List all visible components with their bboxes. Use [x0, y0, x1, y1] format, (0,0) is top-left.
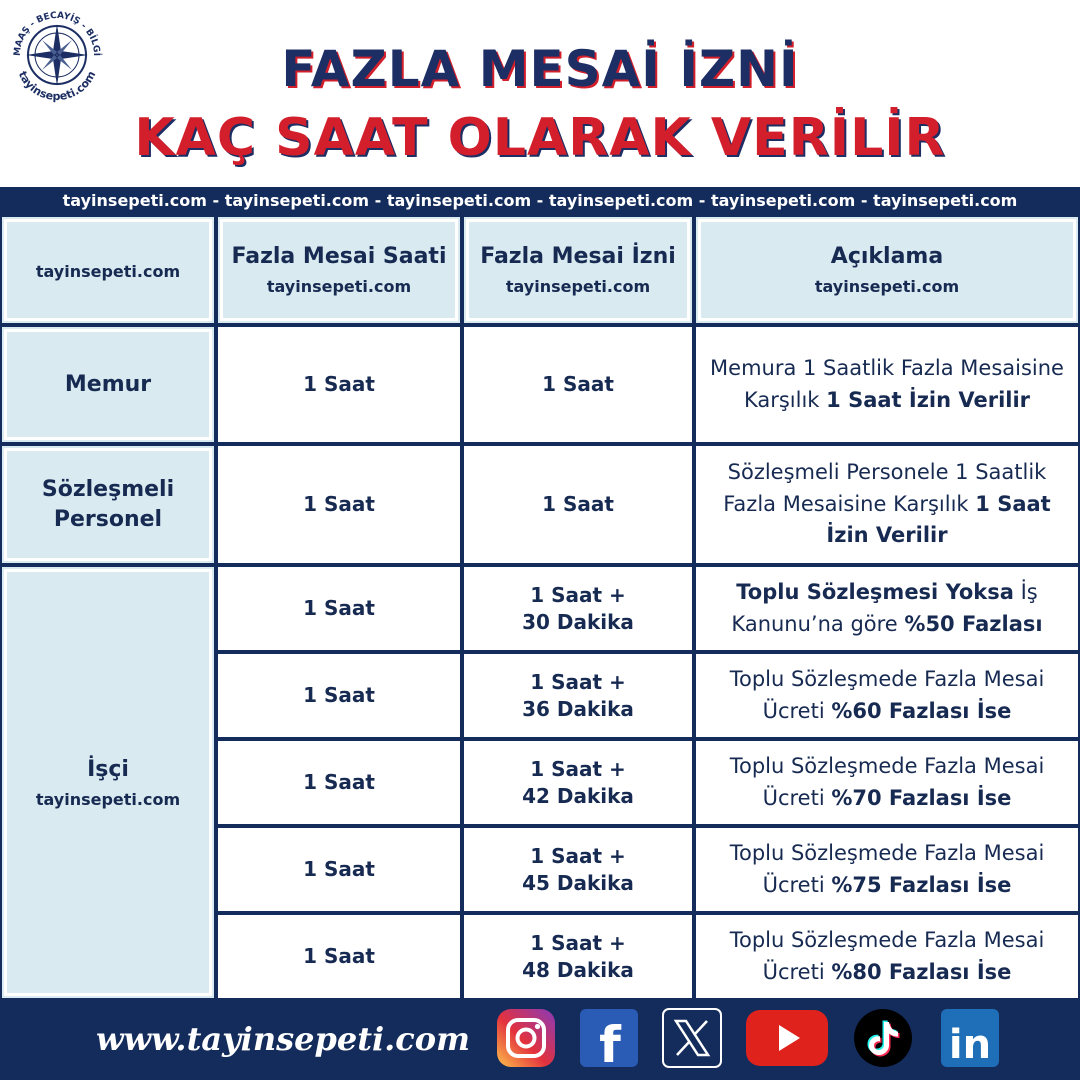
isci-leave-hours: 1 Saat + — [530, 843, 626, 868]
isci-desc-cell — [694, 739, 1080, 826]
header-col3-sub: tayinsepeti.com — [505, 277, 651, 297]
memur-label: Memur — [64, 371, 152, 397]
banner-strip: tayinsepeti.com - tayinsepeti.com - tayinsepeti.com - tayinsepeti.com - tayinsepeti.com - tayinsepeti.com — [0, 187, 1080, 215]
isci-hours-cell — [216, 565, 462, 652]
website-link[interactable]: www.tayinsepeti.com — [96, 1020, 470, 1058]
isci-leave-cell — [462, 826, 694, 913]
instagram-icon[interactable] — [496, 1008, 556, 1068]
isci-leave-minutes: 36 Dakika — [522, 696, 634, 721]
isci-desc: Toplu Sözleşmesi Yoksa İş Kanunu’na göre %50 Fazlası — [731, 580, 1043, 636]
isci-leave-minutes: 30 Dakika — [522, 609, 634, 634]
isci-leave-cell — [462, 739, 694, 826]
facebook-icon[interactable] — [579, 1008, 639, 1068]
header-cell-watermark — [0, 215, 216, 325]
header-col1-text: tayinsepeti.com — [35, 262, 181, 282]
sozlesmeli-hours: 1 Saat — [303, 492, 375, 516]
isci-desc-cell — [694, 826, 1080, 913]
isci-desc-cell — [694, 565, 1080, 652]
row-label-sozlesmeli — [0, 444, 216, 565]
memur-desc-cell — [694, 325, 1080, 444]
isci-desc: Toplu Sözleşmede Fazla Mesai Ücreti %60 Fazlası İse — [729, 667, 1045, 723]
memur-leave-cell — [462, 325, 694, 444]
sozlesmeli-hours-cell — [216, 444, 462, 565]
svg-text:f: f — [599, 1016, 621, 1068]
header-cell-overtime-leave — [462, 215, 694, 325]
svg-text:in: in — [948, 1022, 992, 1068]
isci-hours: 1 Saat — [303, 683, 375, 707]
isci-leave-hours: 1 Saat + — [530, 582, 626, 607]
youtube-icon[interactable] — [745, 1008, 829, 1068]
isci-leave-cell — [462, 652, 694, 739]
logo-text-top: MAAŞ - BECAYİŞ - BİLGİ — [12, 10, 102, 57]
isci-desc-cell — [694, 913, 1080, 1000]
header-cell-description — [694, 215, 1080, 325]
sozlesmeli-label-2: Personel — [53, 506, 163, 532]
isci-leave-minutes: 42 Dakika — [522, 783, 634, 808]
isci-hours-cell — [216, 826, 462, 913]
header-col4-title: Açıklama — [830, 244, 944, 270]
page-subtitle: KAÇ SAAT OLARAK VERİLİR — [134, 108, 946, 168]
header-col4-sub: tayinsepeti.com — [814, 277, 960, 297]
isci-label-sub: tayinsepeti.com — [35, 789, 181, 809]
row-label-isci — [0, 565, 216, 1000]
x-icon[interactable] — [662, 1008, 722, 1068]
memur-hours-cell — [216, 325, 462, 444]
isci-leave-cell — [462, 913, 694, 1000]
isci-desc: Toplu Sözleşmede Fazla Mesai Ücreti %70 Fazlası İse — [729, 754, 1045, 810]
linkedin-icon[interactable] — [940, 1008, 1000, 1068]
isci-label: İşçi — [87, 756, 129, 782]
memur-hours: 1 Saat — [303, 372, 375, 396]
sozlesmeli-leave: 1 Saat — [542, 492, 614, 516]
isci-leave-hours: 1 Saat + — [530, 756, 626, 781]
header-col2-sub: tayinsepeti.com — [266, 277, 412, 297]
isci-desc: Toplu Sözleşmede Fazla Mesai Ücreti %80 Fazlası İse — [729, 928, 1045, 984]
row-label-memur — [0, 325, 216, 444]
isci-leave-hours: 1 Saat + — [530, 930, 626, 955]
page-title: FAZLA MESAİ İZNİ — [281, 40, 799, 98]
isci-leave-hours: 1 Saat + — [530, 669, 626, 694]
memur-leave: 1 Saat — [542, 372, 614, 396]
isci-hours: 1 Saat — [303, 596, 375, 620]
sozlesmeli-leave-cell — [462, 444, 694, 565]
sozlesmeli-label-1: Sözleşmeli — [41, 476, 175, 502]
header-col3-title: Fazla Mesai İzni — [480, 244, 676, 270]
tiktok-icon[interactable] — [853, 1008, 913, 1068]
isci-hours-cell — [216, 913, 462, 1000]
isci-desc: Toplu Sözleşmede Fazla Mesai Ücreti %75 Fazlası İse — [729, 841, 1045, 897]
sozlesmeli-desc-cell — [694, 444, 1080, 565]
header-cell-overtime-hours — [216, 215, 462, 325]
isci-hours-cell — [216, 739, 462, 826]
isci-leave-minutes: 45 Dakika — [522, 870, 634, 895]
isci-leave-minutes: 48 Dakika — [522, 957, 634, 982]
memur-desc: Memura 1 Saatlik Fazla Mesaisine Karşılık 1 Saat İzin Verilir — [710, 356, 1064, 412]
logo-text-bottom: tayinsepeti.com — [15, 68, 99, 104]
header-col2-title: Fazla Mesai Saati — [231, 244, 447, 270]
sozlesmeli-desc: Sözleşmeli Personele 1 Saatlik Fazla Mesaisine Karşılık 1 Saat İzin Verilir — [723, 460, 1051, 548]
isci-hours: 1 Saat — [303, 944, 375, 968]
isci-desc-cell — [694, 652, 1080, 739]
isci-hours: 1 Saat — [303, 770, 375, 794]
isci-hours: 1 Saat — [303, 857, 375, 881]
isci-hours-cell — [216, 652, 462, 739]
isci-leave-cell — [462, 565, 694, 652]
